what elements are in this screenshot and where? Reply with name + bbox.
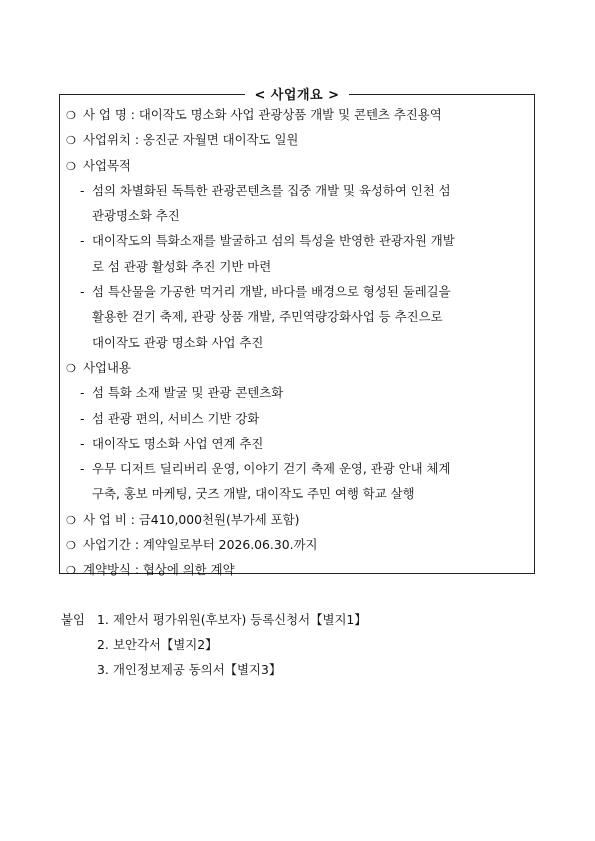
attachments [61,611,367,686]
purpose-item-3-cont1 [66,306,532,331]
purpose-3b: 활용한 걷기 축제, 관광 상품 개발, 주민역량강화사업 등 추진으로 [92,309,443,325]
content-item-3 [66,433,532,458]
purpose-1b: 관광명소화 추진 [92,208,180,224]
bullet-icon: ❍ [66,539,76,553]
purpose-item-2 [66,230,532,255]
attachment-num: 1. [97,612,109,627]
content-4b: 구축, 홍보 마케팅, 굿즈 개발, 대이작도 주민 여행 학교 살행 [92,486,415,502]
bullet-icon: ❍ [66,564,76,578]
content-item-4-cont [66,483,532,508]
attachment-row-3 [61,661,367,686]
project-budget: 사 업 비 : 금410,000천원(부가세 포함) [83,511,300,527]
overview-title-wrap [59,87,535,104]
content-2: 섬 관광 편의, 서비스 기반 강화 [92,410,260,426]
bullet-icon: ❍ [66,134,76,148]
content-3: 대이작도 명소화 사업 연계 추진 [92,435,264,451]
budget-line [66,509,532,534]
method-line [66,559,532,584]
project-location: 사업위치 : 옹진군 자월면 대이작도 일원 [83,132,299,148]
dash-icon: - [80,435,85,451]
bullet-icon: ❍ [66,159,76,173]
bullet-icon: ❍ [66,513,76,527]
dash-icon: - [80,461,85,477]
content-1: 섬 특화 소재 발굴 및 관광 콘텐츠화 [92,385,284,401]
content-heading: 사업내용 [83,359,131,375]
purpose-3a: 섬 특산물을 가공한 먹거리 개발, 바다를 배경으로 형성된 둘레길을 [92,284,451,300]
attachment-text: 보안각서【별지2】 [113,637,218,652]
dash-icon: - [80,410,85,426]
bullet-icon: ❍ [66,361,76,375]
purpose-heading: 사업목적 [83,157,131,173]
attachment-num: 3. [97,662,109,677]
attachment-num: 2. [97,637,109,652]
purpose-3c: 대이작도 관광 명소화 사업 추진 [92,334,264,350]
project-period: 사업기간 : 계약일로부터 2026.06.30.까지 [83,537,318,553]
project-name: 사 업 명 : 대이작도 명소화 사업 관광상품 개발 및 콘텐츠 추진용역 [83,107,442,122]
purpose-item-1-cont [66,205,532,230]
attachment-text: 개인정보제공 동의서【별지3】 [113,662,282,677]
purpose-item-1 [66,180,532,205]
purpose-heading-line [66,155,532,180]
purpose-2a: 대이작도의 특화소재를 발굴하고 섬의 특성을 반영한 관광자원 개발 [92,233,455,249]
content-heading-line [66,357,532,382]
period-line [66,534,532,559]
project-name-line [66,104,532,129]
purpose-1a: 섬의 차별화된 독특한 관광콘텐츠를 집중 개발 및 육성하여 인천 섬 [92,182,451,198]
attachment-row-1 [61,611,367,636]
dash-icon: - [80,284,85,300]
content-item-2 [66,408,532,433]
contract-method: 계약방식 : 협상에 의한 계약 [83,562,235,578]
purpose-item-3 [66,281,532,306]
content-item-1 [66,382,532,407]
content-4a: 우무 디저트 딜리버리 운영, 이야기 걷기 축제 운영, 관광 안내 체계 [92,461,451,477]
purpose-2b: 로 섬 관광 활성화 추진 기반 마련 [92,258,272,274]
attachment-row-2 [61,636,367,661]
content-item-4 [66,458,532,483]
attachments-label: 붙임 [61,612,85,627]
dash-icon: - [80,385,85,401]
overview-content [66,104,532,585]
dash-icon: - [80,182,85,198]
bullet-icon: ❍ [66,109,76,122]
dash-icon: - [80,233,85,249]
project-location-line [66,129,532,154]
purpose-item-3-cont2 [66,332,532,357]
overview-title: < 사업개요 > [245,88,348,104]
attachment-text: 제안서 평가위원(후보자) 등록신청서【별지1】 [113,612,367,627]
purpose-item-2-cont [66,256,532,281]
